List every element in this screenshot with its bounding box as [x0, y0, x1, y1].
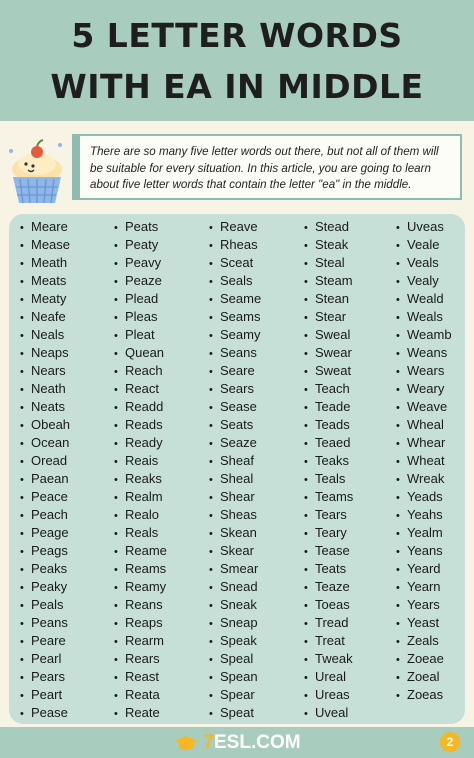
word-list-item: • Spean	[209, 668, 261, 686]
word-list-item: • Sneak	[209, 596, 261, 614]
word-list-item: • Peavy	[114, 254, 167, 272]
word-list-item: • Teaed	[304, 434, 353, 452]
word-list-item: • Reave	[209, 218, 261, 236]
word-list-item: • Meaty	[20, 290, 70, 308]
word-list-item: • Wreak	[396, 470, 452, 488]
word-list-item: • Quean	[114, 344, 167, 362]
word-list-item: • Spear	[209, 686, 261, 704]
word-list-item: • Treat	[304, 632, 353, 650]
word-list-item: • Meare	[20, 218, 70, 236]
brand-prefix: 7	[203, 732, 214, 753]
word-list-item: • Peage	[20, 524, 70, 542]
word-list-item: • Peals	[20, 596, 70, 614]
word-list-item: • Reamy	[114, 578, 167, 596]
word-list-item: • Swear	[304, 344, 353, 362]
brand-logo	[0, 731, 474, 755]
word-column-1	[20, 218, 70, 722]
word-list-item: • Yeast	[396, 614, 452, 632]
word-list-item: • Speat	[209, 704, 261, 722]
word-list-item: • Seams	[209, 308, 261, 326]
word-list-item: • Zoeas	[396, 686, 452, 704]
graduation-cap-icon	[173, 734, 199, 752]
word-list-item: • Neath	[20, 380, 70, 398]
word-list-item: • Rearm	[114, 632, 167, 650]
word-list-item: • Ready	[114, 434, 167, 452]
word-list-item: • Snead	[209, 578, 261, 596]
word-list-item: • Yealm	[396, 524, 452, 542]
word-list-item: • Sears	[209, 380, 261, 398]
word-list-item: • Sease	[209, 398, 261, 416]
word-list-item: • Stear	[304, 308, 353, 326]
word-list-item: • Pease	[20, 704, 70, 722]
word-list-item: • Pearl	[20, 650, 70, 668]
word-list-item: • Weave	[396, 398, 452, 416]
word-list-item: • Steam	[304, 272, 353, 290]
word-list-item: • Weamb	[396, 326, 452, 344]
word-list-item: • Pears	[20, 668, 70, 686]
word-list-item: • Skear	[209, 542, 261, 560]
word-list-item: • Teats	[304, 560, 353, 578]
word-list-item: • Speal	[209, 650, 261, 668]
word-list-item: • Teach	[304, 380, 353, 398]
word-list-item: • Weary	[396, 380, 452, 398]
word-list-item: • Meats	[20, 272, 70, 290]
word-list-item: • Pleat	[114, 326, 167, 344]
word-list-item: • Sneap	[209, 614, 261, 632]
word-list-item: • Peart	[20, 686, 70, 704]
word-list-item: • Peats	[114, 218, 167, 236]
word-list-item: • Teals	[304, 470, 353, 488]
word-list-item: • Weals	[396, 308, 452, 326]
word-list-item: • Zoeae	[396, 650, 452, 668]
word-list-item: • Stead	[304, 218, 353, 236]
word-list-item: • Sheaf	[209, 452, 261, 470]
word-list-item: • Vealy	[396, 272, 452, 290]
word-list-item: • Sweat	[304, 362, 353, 380]
word-list-item: • Peaty	[114, 236, 167, 254]
word-list-item: • Mease	[20, 236, 70, 254]
word-list-item: • Wears	[396, 362, 452, 380]
word-list-item: • Reaps	[114, 614, 167, 632]
word-list-item: • Speak	[209, 632, 261, 650]
word-list-item: • Teaze	[304, 578, 353, 596]
word-list-item: • Seals	[209, 272, 261, 290]
word-list-item: • Readd	[114, 398, 167, 416]
word-list-item: • Tweak	[304, 650, 353, 668]
header-banner	[0, 0, 474, 121]
word-list-item: • Paean	[20, 470, 70, 488]
word-list-item: • Shear	[209, 488, 261, 506]
word-list-item: • Ureas	[304, 686, 353, 704]
word-list-item: • Weald	[396, 290, 452, 308]
page-title-line-1: 5 LETTER WORDS	[71, 16, 403, 55]
word-list-item: • Reaks	[114, 470, 167, 488]
word-list-item: • Reach	[114, 362, 167, 380]
word-list-item: • Meath	[20, 254, 70, 272]
word-list-item: • Steal	[304, 254, 353, 272]
word-list-item: • Zoeal	[396, 668, 452, 686]
word-list-item: • Peach	[20, 506, 70, 524]
word-column-2	[114, 218, 167, 722]
word-list-item: • Stean	[304, 290, 353, 308]
word-list-item: • Sheas	[209, 506, 261, 524]
word-list-item: • Realm	[114, 488, 167, 506]
word-list-item: • Ocean	[20, 434, 70, 452]
word-list-item: • Neaps	[20, 344, 70, 362]
word-list-item: • Yeads	[396, 488, 452, 506]
word-list-item: • Neals	[20, 326, 70, 344]
word-column-3	[209, 218, 261, 722]
word-list-item: • Skean	[209, 524, 261, 542]
word-list-item: • Teary	[304, 524, 353, 542]
word-list-item: • Reata	[114, 686, 167, 704]
word-list-item: • Tears	[304, 506, 353, 524]
word-list-item: • Reate	[114, 704, 167, 722]
word-list-item: • Yeard	[396, 560, 452, 578]
page-number-badge: 2	[440, 732, 460, 752]
brand-name: ESL.COM	[214, 732, 301, 753]
word-list-item: • Reais	[114, 452, 167, 470]
intro-box	[72, 134, 462, 200]
word-list-item: • Reast	[114, 668, 167, 686]
word-list-item: • Peaky	[20, 578, 70, 596]
word-column-4	[304, 218, 353, 722]
word-list-item: • Uveas	[396, 218, 452, 236]
cupcake-icon	[6, 137, 68, 205]
word-list-item: • Years	[396, 596, 452, 614]
word-list-item: • Teade	[304, 398, 353, 416]
word-list-item: • Neafe	[20, 308, 70, 326]
word-list-item: • Wheal	[396, 416, 452, 434]
word-column-5	[396, 218, 452, 704]
word-list-item: • Sceat	[209, 254, 261, 272]
word-list-item: • Ureal	[304, 668, 353, 686]
word-list-item: • Teads	[304, 416, 353, 434]
word-list-item: • Reads	[114, 416, 167, 434]
word-list-item: • Weans	[396, 344, 452, 362]
word-list-item: • Nears	[20, 362, 70, 380]
word-list-item: • Obeah	[20, 416, 70, 434]
word-list-item: • Uveal	[304, 704, 353, 722]
word-list-item: • Seats	[209, 416, 261, 434]
word-list-item: • Peare	[20, 632, 70, 650]
word-list-item: • Peaks	[20, 560, 70, 578]
word-list-item: • Oread	[20, 452, 70, 470]
word-list-item: • Pleas	[114, 308, 167, 326]
word-list-item: • Wheat	[396, 452, 452, 470]
word-list-item: • Peace	[20, 488, 70, 506]
word-list-item: • Seare	[209, 362, 261, 380]
word-list-item: • Yearn	[396, 578, 452, 596]
word-list-item: • Sweal	[304, 326, 353, 344]
word-list-item: • Tease	[304, 542, 353, 560]
word-list-item: • Rears	[114, 650, 167, 668]
word-list-item: • Steak	[304, 236, 353, 254]
word-list-item: • Reans	[114, 596, 167, 614]
word-list-item: • Neats	[20, 398, 70, 416]
word-list-item: • Sheal	[209, 470, 261, 488]
intro-text: There are so many five letter words out there, but not all of them will be suitable for every situation. In this article, you are going to learn about five letter words that contain the letter "ea" in the middle.	[90, 145, 439, 192]
word-list-item: • Seamy	[209, 326, 261, 344]
word-list-item: • Veale	[396, 236, 452, 254]
word-list-item: • Rheas	[209, 236, 261, 254]
word-list-item: • Toeas	[304, 596, 353, 614]
word-list-item: • Zeals	[396, 632, 452, 650]
word-list-item: • Tread	[304, 614, 353, 632]
word-list-item: • Peags	[20, 542, 70, 560]
word-list-item: • Smear	[209, 560, 261, 578]
footer-bar	[0, 727, 474, 758]
word-list-item: • Seame	[209, 290, 261, 308]
word-list-item: • Teams	[304, 488, 353, 506]
word-list-item: • Reals	[114, 524, 167, 542]
word-list-item: • Reams	[114, 560, 167, 578]
word-list-item: • Yeahs	[396, 506, 452, 524]
word-list-item: • React	[114, 380, 167, 398]
word-list-item: • Seaze	[209, 434, 261, 452]
word-list-item: • Yeans	[396, 542, 452, 560]
word-list-item: • Teaks	[304, 452, 353, 470]
word-list-item: • Veals	[396, 254, 452, 272]
word-list-item: • Seans	[209, 344, 261, 362]
word-list-item: • Realo	[114, 506, 167, 524]
word-list-item: • Plead	[114, 290, 167, 308]
word-list-item: • Reame	[114, 542, 167, 560]
word-list-item: • Whear	[396, 434, 452, 452]
word-list-item: • Peaze	[114, 272, 167, 290]
page-title-line-2: WITH EA IN MIDDLE	[50, 67, 424, 106]
word-list-item: • Peans	[20, 614, 70, 632]
